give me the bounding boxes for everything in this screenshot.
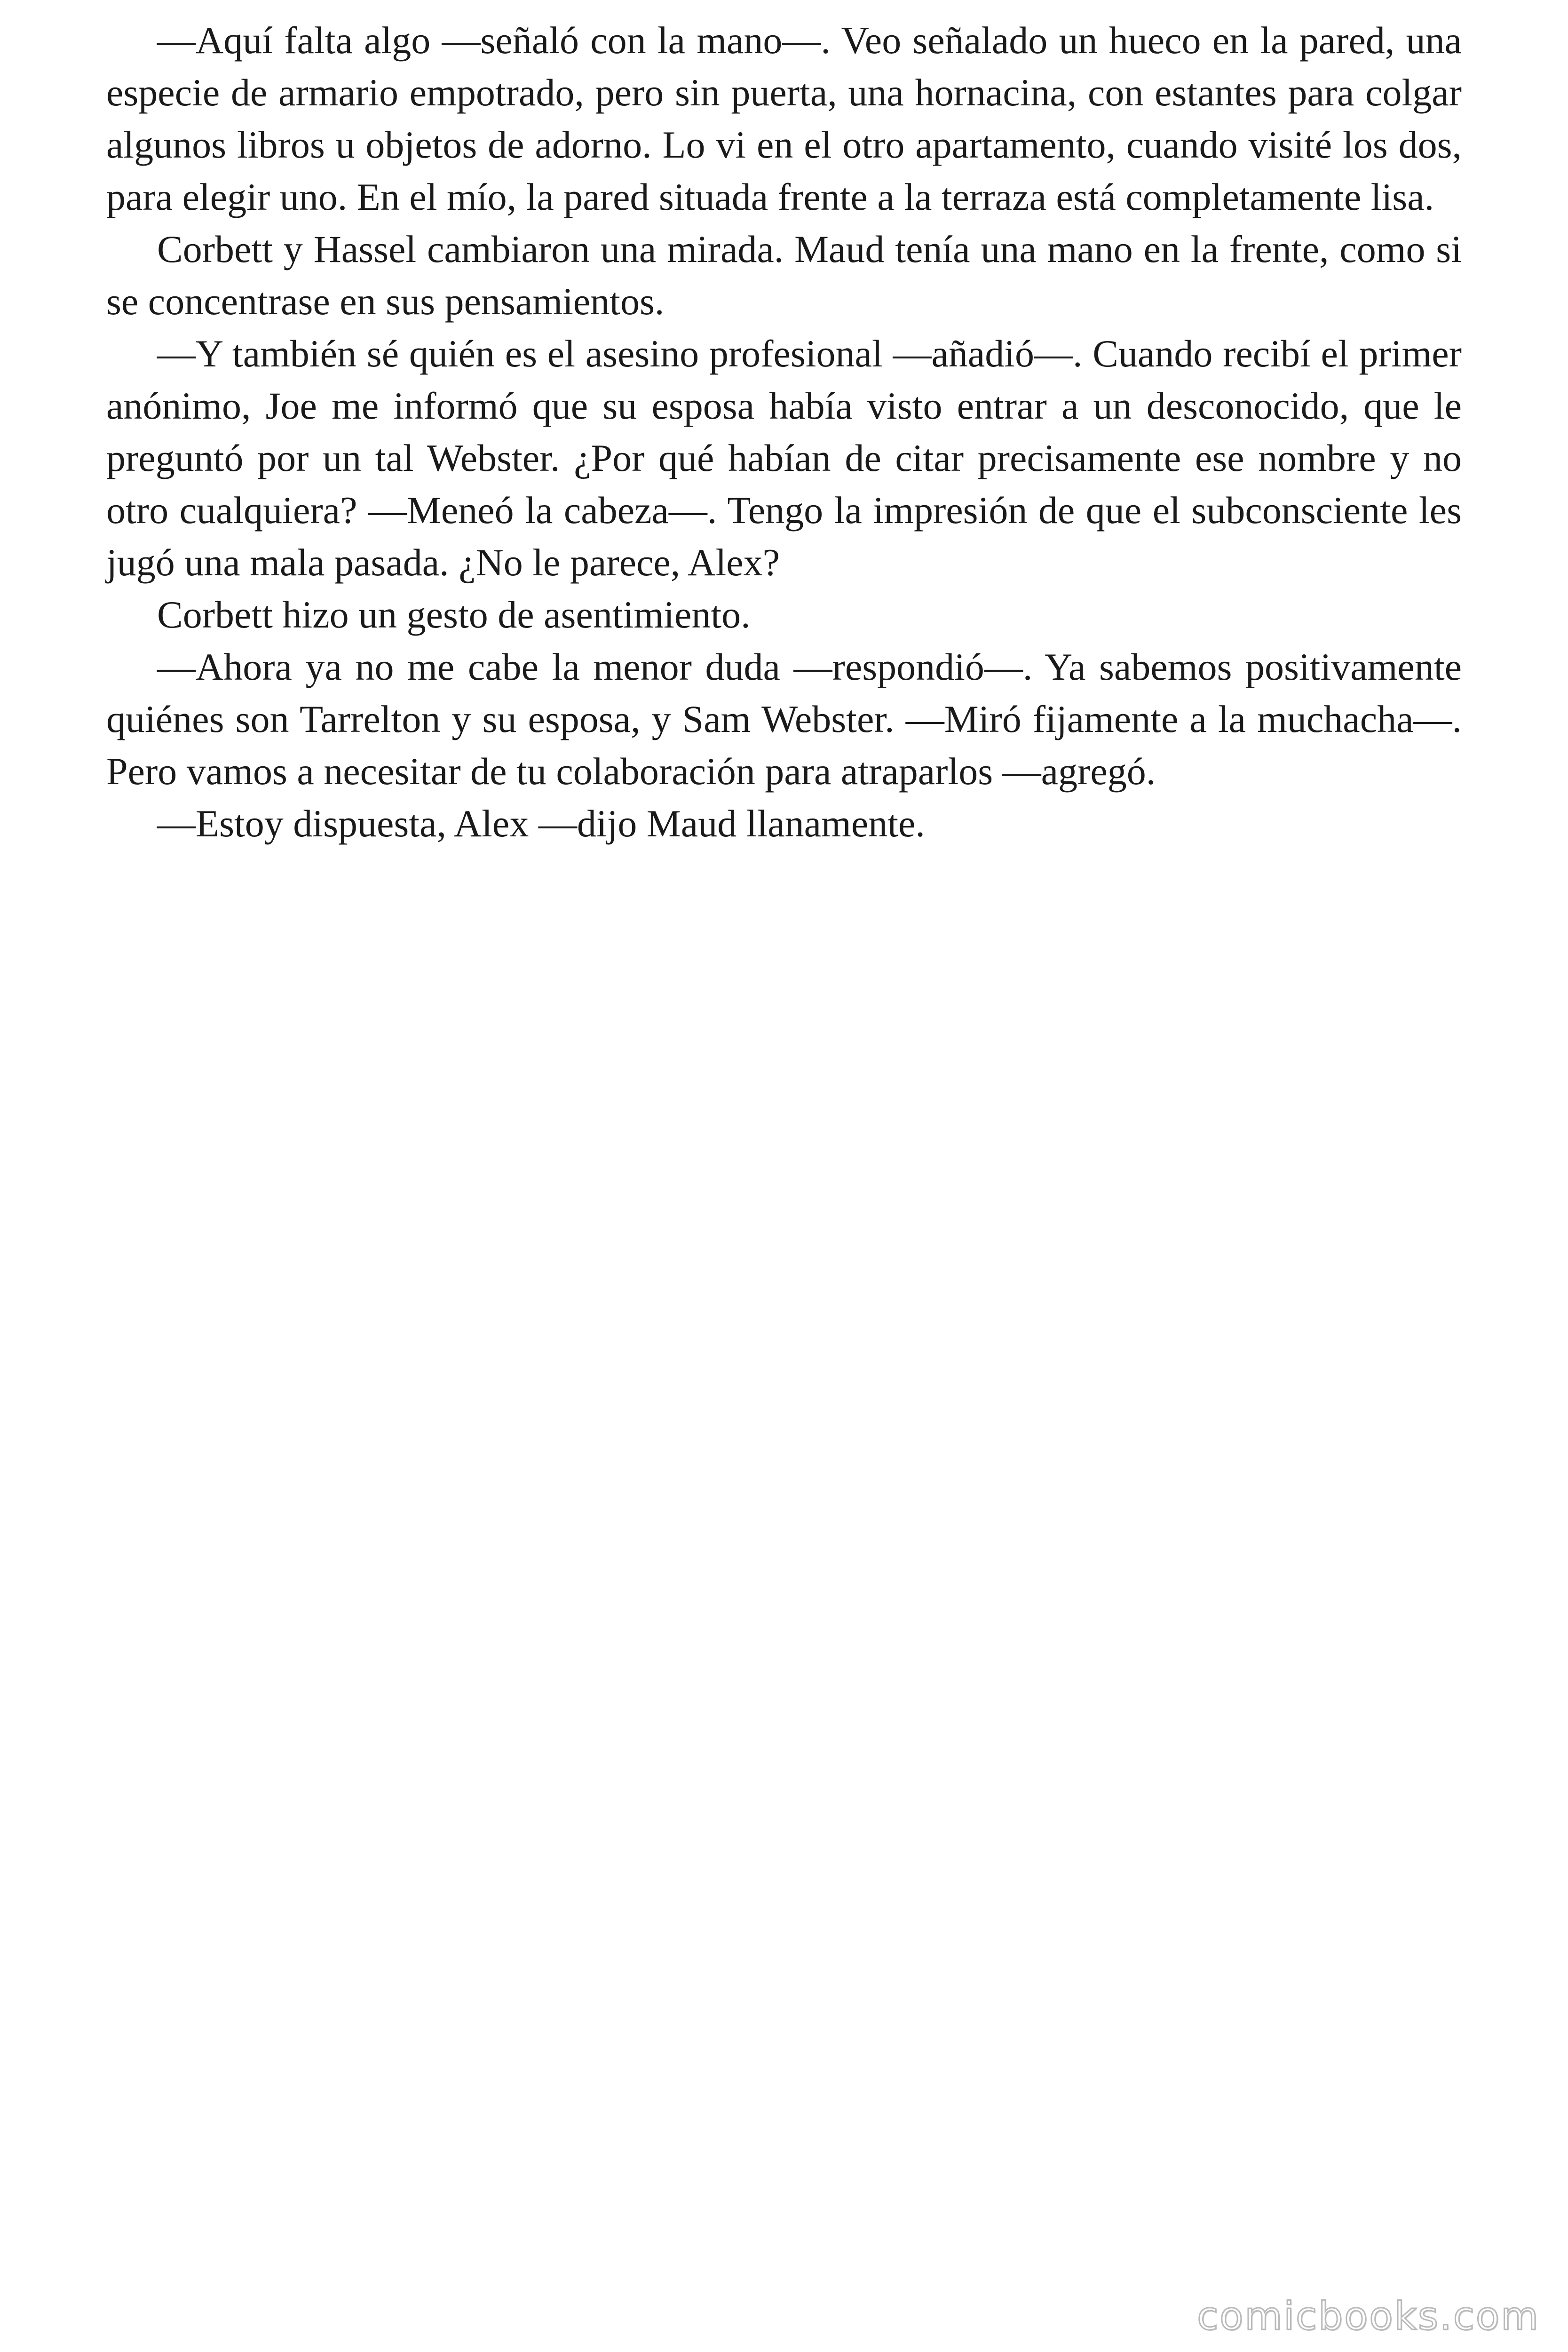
paragraph: —Y también sé quién es el asesino profesional —añadió—. Cuando recibí el primer anónimo, Joe me informó que su esposa había visto entrar a un desconocido, que le preguntó por un tal Webster. ¿Por qué habían de citar precisamente ese nombre y no otro cualquiera? —Meneó la cabeza—. Tengo la impresión de que el subconsciente les jugó una mala pasada. ¿No le parece, Alex? (106, 332, 1462, 584)
paragraph: —Aquí falta algo —señaló con la mano—. Veo señalado un hueco en la pared, una especie de armario empotrado, pero sin puerta, una hornacina, con estantes para colgar algunos libros u objetos de adorno. Lo vi en el otro apartamento, cuando visité los dos, para elegir uno. En el mío, la pared situada frente a la terraza está completamente lisa. (106, 19, 1462, 218)
body-text (106, 14, 1462, 850)
paragraph: —Estoy dispuesta, Alex —dijo Maud llanamente. (157, 802, 925, 845)
paragraph: Corbett y Hassel cambiaron una mirada. Maud tenía una mano en la frente, como si se concentrase en sus pensamientos. (106, 228, 1462, 323)
paragraph: Corbett hizo un gesto de asentimiento. (157, 593, 751, 636)
watermark: comicbooks.com (1197, 2294, 1540, 2339)
paragraph: —Ahora ya no me cabe la menor duda —respondió—. Ya sabemos positivamente quiénes son Tarrelton y su esposa, y Sam Webster. —Miró fijamente a la muchacha—. Pero vamos a necesitar de tu colaboración para atraparlos —agregó. (106, 645, 1462, 793)
